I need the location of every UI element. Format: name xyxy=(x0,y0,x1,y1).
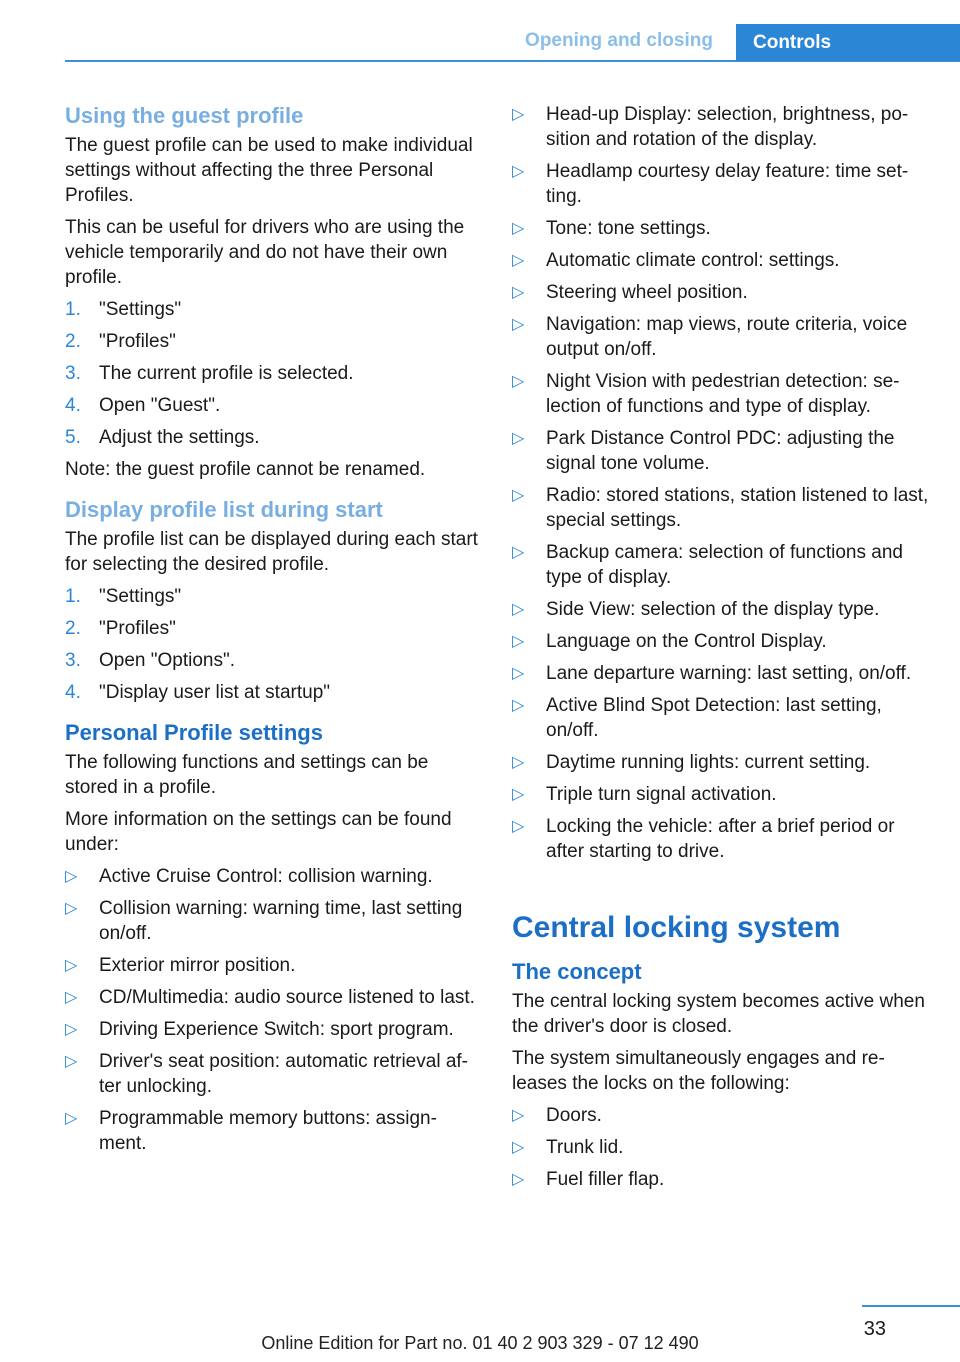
list-item-text: Locking the vehicle: after a brief period or after starting to drive. xyxy=(546,816,895,862)
triangle-bullet-icon: ▷ xyxy=(65,900,78,917)
list-item xyxy=(512,693,932,743)
list-item xyxy=(65,425,483,450)
triangle-bullet-icon: ▷ xyxy=(512,633,525,650)
list-item-text: Active Blind Spot Detection: last setting, on/off. xyxy=(546,695,882,741)
triangle-bullet-icon: ▷ xyxy=(65,957,78,974)
list-item-text: Open "Guest". xyxy=(99,395,221,416)
heading-personal-profile-settings: Personal Profile settings xyxy=(65,720,323,745)
page-number: 33 xyxy=(863,1318,886,1340)
list-item-text: Collision warning: warning time, last setting on/off. xyxy=(99,898,463,944)
triangle-bullet-icon: ▷ xyxy=(512,430,525,447)
list-item-text: Head-up Display: selection, brightness, po-sition and rotation of the display. xyxy=(546,104,909,150)
triangle-bullet-icon: ▷ xyxy=(512,316,525,333)
list-item xyxy=(65,584,483,609)
list-item-text: Doors. xyxy=(546,1105,602,1126)
paragraph: The system simultaneously engages and re-leases the locks on the following: xyxy=(512,1048,885,1094)
list-item xyxy=(512,159,932,209)
list-item xyxy=(65,648,483,673)
list-item xyxy=(65,1017,483,1042)
list-item xyxy=(512,814,932,864)
left-column xyxy=(65,102,483,1163)
step-number: 5. xyxy=(65,427,81,448)
list-item-text: Exterior mirror position. xyxy=(99,955,296,976)
list-item-text: Lane departure warning: last setting, on/off. xyxy=(546,663,912,684)
list-item-text: Trunk lid. xyxy=(546,1137,624,1158)
list-item-text: Active Cruise Control: collision warning. xyxy=(99,866,433,887)
footer-rule xyxy=(862,1305,960,1307)
footer-edition-text: Online Edition for Part no. 01 40 2 903 329 - 07 12 490 xyxy=(261,1333,699,1353)
list-item-text: Language on the Control Display. xyxy=(546,631,827,652)
list-item-text: Driving Experience Switch: sport program. xyxy=(99,1019,454,1040)
list-item xyxy=(512,782,932,807)
list-item-text: Backup camera: selection of functions and type of display. xyxy=(546,542,903,588)
step-number: 3. xyxy=(65,650,81,671)
list-item xyxy=(65,393,483,418)
list-item-text: Headlamp courtesy delay feature: time set-ting. xyxy=(546,161,909,207)
list-item-text: Steering wheel position. xyxy=(546,282,748,303)
list-item xyxy=(65,616,483,641)
heading-guest-profile: Using the guest profile xyxy=(65,103,304,128)
list-item-text: "Display user list at startup" xyxy=(99,682,331,703)
list-item-text: Night Vision with pedestrian detection: se-lection of functions and type of display. xyxy=(546,371,900,417)
list-item xyxy=(512,750,932,775)
triangle-bullet-icon: ▷ xyxy=(512,1171,525,1188)
list-item xyxy=(512,216,932,241)
list-item xyxy=(512,312,932,362)
personal-settings-list-continued xyxy=(512,102,932,864)
list-item xyxy=(65,985,483,1010)
list-item-text: "Settings" xyxy=(99,299,182,320)
triangle-bullet-icon: ▷ xyxy=(512,252,525,269)
list-item-text: Open "Options". xyxy=(99,650,236,671)
list-item-text: Navigation: map views, route criteria, voice output on/off. xyxy=(546,314,908,360)
triangle-bullet-icon: ▷ xyxy=(512,487,525,504)
step-number: 1. xyxy=(65,586,81,607)
paragraph: More information on the settings can be found under: xyxy=(65,809,452,855)
header-chapter-tab: Controls xyxy=(736,24,960,61)
triangle-bullet-icon: ▷ xyxy=(512,786,525,803)
paragraph: The central locking system becomes active when the driver's door is closed. xyxy=(512,991,925,1037)
list-item-text: Tone: tone settings. xyxy=(546,218,711,239)
list-item xyxy=(65,361,483,386)
list-item xyxy=(512,426,932,476)
triangle-bullet-icon: ▷ xyxy=(65,1021,78,1038)
heading-display-profile-list: Display profile list during start xyxy=(65,497,383,522)
triangle-bullet-icon: ▷ xyxy=(512,106,525,123)
triangle-bullet-icon: ▷ xyxy=(65,1053,78,1070)
triangle-bullet-icon: ▷ xyxy=(65,989,78,1006)
list-item-text: Triple turn signal activation. xyxy=(546,784,777,805)
triangle-bullet-icon: ▷ xyxy=(512,697,525,714)
list-item-text: Radio: stored stations, station listened to last, special settings. xyxy=(546,485,929,531)
list-item-text: Fuel filler flap. xyxy=(546,1169,665,1190)
list-item xyxy=(65,953,483,978)
list-item-text: Side View: selection of the display type. xyxy=(546,599,880,620)
list-item xyxy=(512,280,932,305)
paragraph: This can be useful for drivers who are using the vehicle temporarily and do not have their own profile. xyxy=(65,217,465,288)
list-item xyxy=(65,1049,483,1099)
triangle-bullet-icon: ▷ xyxy=(512,1107,525,1124)
triangle-bullet-icon: ▷ xyxy=(512,754,525,771)
list-item xyxy=(512,540,932,590)
list-item xyxy=(512,597,932,622)
list-item xyxy=(512,1135,932,1160)
triangle-bullet-icon: ▷ xyxy=(512,601,525,618)
right-column xyxy=(512,102,932,1199)
step-number: 3. xyxy=(65,363,81,384)
list-item-text: "Settings" xyxy=(99,586,182,607)
paragraph: The profile list can be displayed during each start for selecting the desired profile. xyxy=(65,529,478,575)
triangle-bullet-icon: ▷ xyxy=(512,544,525,561)
display-steps-list xyxy=(65,584,483,705)
triangle-bullet-icon: ▷ xyxy=(512,220,525,237)
list-item xyxy=(512,248,932,273)
list-item xyxy=(512,1103,932,1128)
list-item xyxy=(512,1167,932,1192)
list-item-text: Automatic climate control: settings. xyxy=(546,250,840,271)
heading-the-concept: The concept xyxy=(512,959,642,984)
list-item xyxy=(65,1106,483,1156)
list-item xyxy=(65,297,483,322)
note-text: Note: the guest profile cannot be renamed. xyxy=(65,459,426,480)
step-number: 4. xyxy=(65,682,81,703)
triangle-bullet-icon: ▷ xyxy=(65,1110,78,1127)
step-number: 4. xyxy=(65,395,81,416)
list-item xyxy=(65,896,483,946)
triangle-bullet-icon: ▷ xyxy=(512,1139,525,1156)
triangle-bullet-icon: ▷ xyxy=(512,818,525,835)
list-item xyxy=(65,680,483,705)
list-item-text: Daytime running lights: current setting. xyxy=(546,752,871,773)
guest-steps-list xyxy=(65,297,483,450)
triangle-bullet-icon: ▷ xyxy=(65,868,78,885)
step-number: 2. xyxy=(65,618,81,639)
list-item xyxy=(65,329,483,354)
list-item-text: The current profile is selected. xyxy=(99,363,354,384)
list-item-text: Adjust the settings. xyxy=(99,427,260,448)
paragraph: The guest profile can be used to make individual settings without affecting the three Personal Profiles. xyxy=(65,135,473,206)
list-item-text: "Profiles" xyxy=(99,618,176,639)
list-item-text: Park Distance Control PDC: adjusting the signal tone volume. xyxy=(546,428,895,474)
list-item-text: CD/Multimedia: audio source listened to last. xyxy=(99,987,475,1008)
list-item xyxy=(512,629,932,654)
triangle-bullet-icon: ▷ xyxy=(512,373,525,390)
triangle-bullet-icon: ▷ xyxy=(512,665,525,682)
list-item xyxy=(512,369,932,419)
step-number: 2. xyxy=(65,331,81,352)
personal-settings-list xyxy=(65,864,483,1156)
paragraph: The following functions and settings can be stored in a profile. xyxy=(65,752,429,798)
list-item xyxy=(512,102,932,152)
list-item-text: Driver's seat position: automatic retrieval af-ter unlocking. xyxy=(99,1051,468,1097)
heading-central-locking-system: Central locking system xyxy=(512,911,841,944)
list-item xyxy=(65,864,483,889)
list-item xyxy=(512,483,932,533)
triangle-bullet-icon: ▷ xyxy=(512,284,525,301)
list-item-text: Programmable memory buttons: assign-ment. xyxy=(99,1108,437,1154)
header-section-title: Opening and closing xyxy=(525,30,713,51)
step-number: 1. xyxy=(65,299,81,320)
list-item xyxy=(512,661,932,686)
concept-locks-list xyxy=(512,1103,932,1192)
triangle-bullet-icon: ▷ xyxy=(512,163,525,180)
list-item-text: "Profiles" xyxy=(99,331,176,352)
